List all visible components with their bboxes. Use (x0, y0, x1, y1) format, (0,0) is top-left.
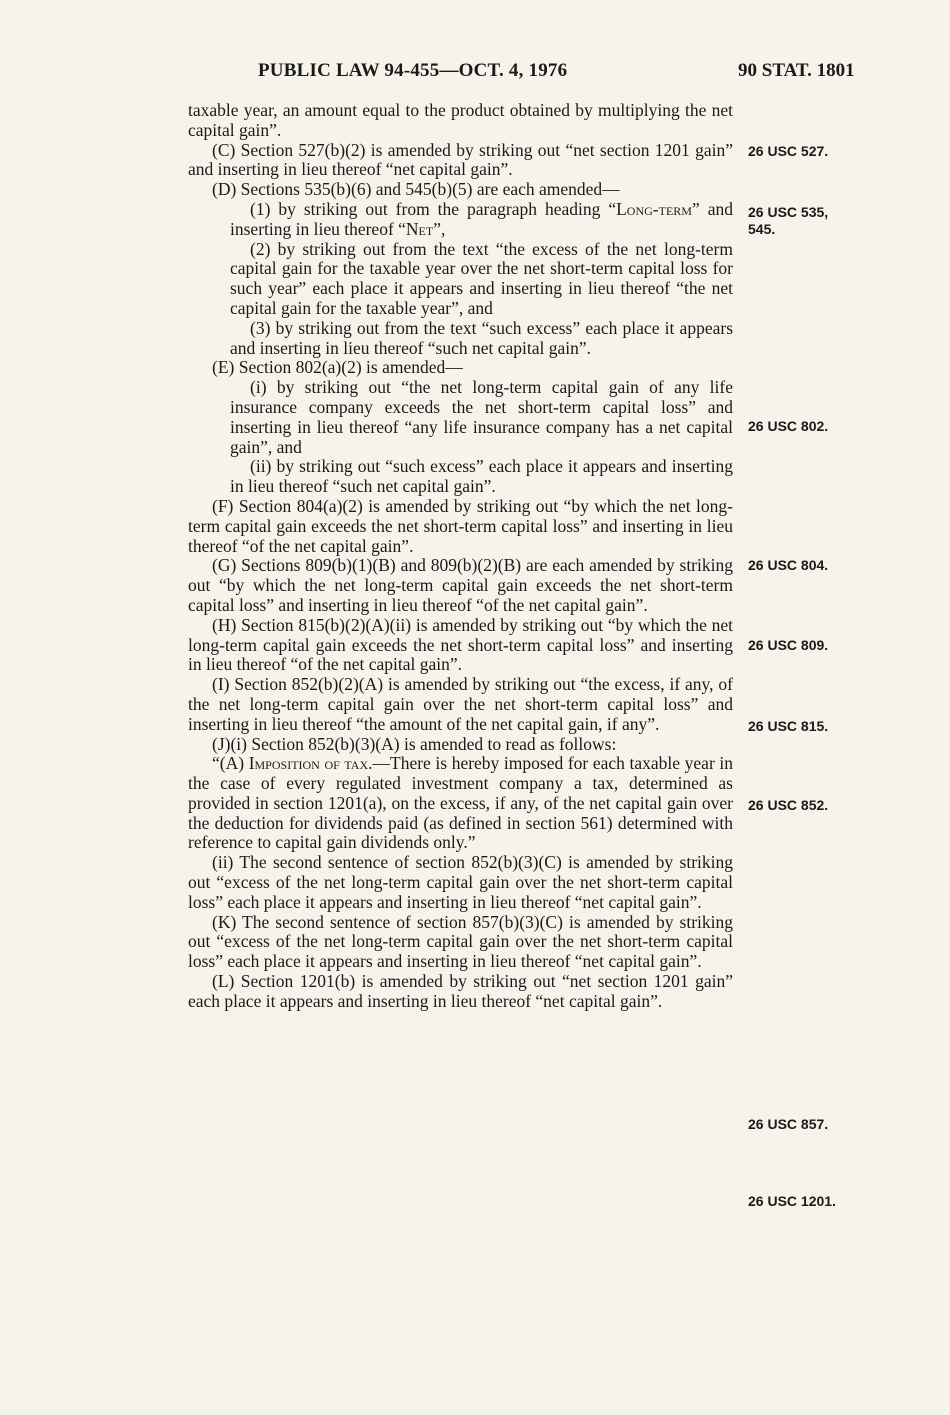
small-caps-heading: Net (405, 218, 434, 239)
paragraph-k: (K) The second sentence of section 857(b)(3)(C) is amended by striking out “excess of the net long-term capital gain over the net short-term capital loss” each place it appears and inserting in lieu thereof “net capital gain”. (188, 911, 733, 972)
paragraph-l: (L) Section 1201(b) is amended by striking out “net section 1201 gain” each place it appears and inserting in lieu thereof “net capital gain”. (188, 971, 733, 1011)
margin-citation-802: 26 USC 802. (748, 418, 829, 434)
margin-citation-852: 26 USC 852. (748, 797, 829, 813)
margin-citation-809: 26 USC 809. (748, 637, 829, 653)
margin-citation-line: 545. (748, 221, 776, 237)
paragraph-j-quote (188, 754, 733, 853)
text-segment: (1) by striking out from the paragraph heading “ (250, 198, 617, 219)
margin-citation-527: 26 USC 527. (748, 143, 829, 159)
paragraph-e-i: (i) by striking out “the net long-term capital gain of any life insurance company exceeds the net short-term capital loss” and inserting in lieu thereof “any life insurance company has a net capital gain”, and (230, 377, 733, 457)
text-segment: ” and inserting in lieu thereof “ (230, 198, 733, 239)
paragraph-d-2: (2) by striking out from the text “the excess of the net long-term capital gain for the taxable year over the net short-term capital loss for such year” each place it appears and inserting in lieu thereof “the net capital gain for the taxable year”, and (230, 238, 733, 318)
text-segment: ”, (433, 218, 446, 239)
margin-citation-815: 26 USC 815. (748, 718, 829, 734)
paragraph-continuation: taxable year, an amount equal to the product obtained by multiplying the net capital gain”. (188, 100, 733, 140)
paragraph-d: (D) Sections 535(b)(6) and 545(b)(5) are each amended— (212, 179, 620, 200)
margin-citation-line: 26 USC 535, (748, 204, 829, 220)
small-caps-heading: Imposition of tax (248, 753, 369, 774)
paragraph-j: (J)(i) Section 852(b)(3)(A) is amended to read as follows: (212, 733, 617, 754)
text-segment: “(A) (212, 753, 249, 774)
margin-citation-535-545 (748, 204, 828, 238)
paragraph-e: (E) Section 802(a)(2) is amended— (212, 357, 463, 378)
paragraph-g: (G) Sections 809(b)(1)(B) and 809(b)(2)(B) are each amended by striking out “by which the net long-term capital gain exceeds the net short-term capital loss” and inserting in lieu thereof “of the net capital gain”. (188, 555, 733, 615)
page-header (0, 60, 950, 88)
statute-page-number: 90 STAT. 1801 (738, 60, 855, 81)
statute-body (188, 101, 733, 1012)
paragraph-d-1 (188, 200, 733, 240)
margin-citation-857: 26 USC 857. (748, 1116, 829, 1132)
paragraph-j-ii: (ii) The second sentence of section 852(b)(3)(C) is amended by striking out “excess of the net long-term capital gain over the net short-term capital loss” each place it appears and inserting in lieu thereof “net capital gain”. (188, 852, 733, 912)
paragraph-i: (I) Section 852(b)(2)(A) is amended by striking out “the excess, if any, of the net long-term capital gain over the net short-term capital loss” and inserting in lieu thereof “the amount of the net capital gain, if any”. (188, 674, 733, 734)
paragraph-h: (H) Section 815(b)(2)(A)(ii) is amended by striking out “by which the net long-term capital gain exceeds the net short-term capital loss” and inserting in lieu thereof “of the net capital gain”. (188, 614, 733, 675)
text-segment: .—There is hereby imposed for each taxable year in the case of every regulated investment company a tax, determined as provided in section 1201(a), on the excess, if any, of the net capital gain over the deduction for dividends paid (as defined in section 561) determined with reference to capital gain dividends only.” (188, 753, 733, 853)
paragraph-c: (C) Section 527(b)(2) is amended by striking out “net section 1201 gain” and inserting in lieu thereof “net capital gain”. (188, 139, 733, 180)
paragraph-f: (F) Section 804(a)(2) is amended by striking out “by which the net long-term capital gain exceeds the net short-term capital loss” and inserting in lieu thereof “of the net capital gain”. (188, 495, 733, 556)
small-caps-heading: Long-term (616, 198, 692, 219)
paragraph-d-3: (3) by striking out from the text “such excess” each place it appears and inserting in lieu thereof “such net capital gain”. (230, 317, 733, 358)
margin-citation-1201: 26 USC 1201. (748, 1193, 836, 1209)
running-head-title: PUBLIC LAW 94-455—OCT. 4, 1976 (258, 60, 568, 81)
margin-citation-804: 26 USC 804. (748, 557, 829, 573)
paragraph-e-ii: (ii) by striking out “such excess” each place it appears and inserting in lieu thereof “such net capital gain”. (230, 456, 733, 497)
